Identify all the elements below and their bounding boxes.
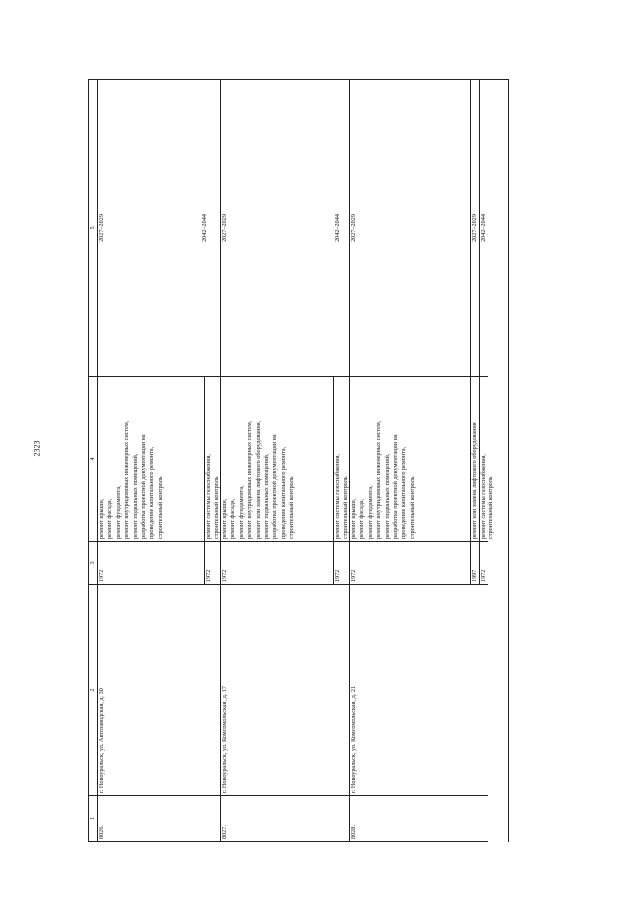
header-col-3: 3 (88, 542, 97, 585)
header-col-1: 1 (88, 796, 97, 842)
entry-period: 2027–2029 (98, 214, 105, 242)
entry-works (333, 377, 349, 542)
header-col-4: 4 (88, 377, 97, 542)
entry-period: 2027–2029 (470, 80, 479, 377)
work-item: ремонт системы газоснабжения, (334, 454, 341, 539)
work-item: ремонт фундамента, (366, 485, 374, 539)
row-number: 8028. (349, 796, 488, 842)
work-item: ремонт фасада, (229, 498, 237, 539)
work-item: ремонт крыши, (98, 498, 105, 539)
work-item: ремонт системы газоснабжения, (205, 454, 212, 539)
entry-year: 1972 (97, 542, 204, 585)
entry-works (349, 377, 470, 542)
entry-year: 1972 (333, 542, 349, 585)
repair-schedule-table (88, 80, 508, 842)
work-item: ремонт подвальных помещений, (263, 453, 271, 539)
work-item: ремонт фасада, (358, 498, 366, 539)
entry-works (204, 377, 220, 542)
row-number: 8027. (220, 796, 349, 842)
work-item: ремонт фундамента, (237, 485, 245, 539)
entry-year: 1972 (204, 542, 220, 585)
entry-works (479, 377, 494, 542)
entry-year: 1972 (479, 542, 488, 585)
work-item: ремонт внутридомовых инженерных систем, (123, 420, 131, 539)
entry-period: 2042–2044 (201, 214, 208, 242)
work-item: разработка проектной документации на (140, 434, 148, 539)
entry-works (220, 377, 333, 542)
entry-period: 2027–2029 (221, 214, 228, 242)
row-address: г. Новоуральск, ул. Комсомольская, д. 21 (349, 585, 488, 796)
work-item: ремонт подвальных помещений, (131, 453, 139, 539)
work-item: строительный контроль (156, 476, 164, 539)
table-grid (88, 79, 509, 842)
work-item: ремонт подвальных помещений, (383, 453, 391, 539)
entry-period-block (97, 80, 220, 377)
work-item: ремонт системы газоснабжения, (480, 454, 487, 539)
entry-year: 1972 (349, 542, 470, 585)
entry-works (97, 377, 200, 542)
work-item: ремонт внутридомовых инженерных систем, (375, 420, 383, 539)
work-item: ремонт или замена лифтового оборудования (471, 422, 478, 539)
header-col-5: 5 (88, 80, 97, 377)
work-item: ремонт фундамента, (114, 485, 122, 539)
work-item: ремонт фасада, (106, 498, 114, 539)
row-address: г. Новоуральск, ул. Автозаводская, д. 30 (97, 585, 220, 796)
work-item: ремонт крыши, (350, 498, 357, 539)
work-item: проведение капитального ремонта, (400, 446, 408, 539)
entry-period: 2042–2044 (479, 80, 488, 377)
row-number: 8026. (97, 796, 220, 842)
work-item: ремонт внутридомовых инженерных систем, (246, 420, 254, 539)
work-item: разработка проектной документации на (271, 434, 279, 539)
work-item: строительный контроль (288, 476, 296, 539)
work-item: строительный контроль (213, 476, 221, 539)
entry-works (470, 377, 479, 542)
row-address: г. Новоуральск, ул. Комсомольская, д. 17 (220, 585, 349, 796)
entry-period: 2027–2029 (349, 80, 470, 377)
entry-period-block (220, 80, 349, 377)
work-item: проведение капитального ремонта, (148, 446, 156, 539)
work-item: строительный контроль (408, 476, 416, 539)
entry-year: 1997 (470, 542, 479, 585)
entry-period: 2042–2044 (334, 214, 342, 242)
work-item: строительный контроль (342, 476, 350, 539)
work-item: ремонт или замена лифтового оборудования, (254, 420, 262, 539)
page-number: 2323 (32, 440, 42, 457)
work-item: строительный контроль (487, 476, 494, 539)
header-col-2: 2 (88, 585, 97, 796)
work-item: ремонт крыши, (221, 498, 228, 539)
work-item: разработка проектной документации на (392, 434, 400, 539)
work-item: проведение капитального ремонта, (279, 446, 287, 539)
entry-year: 1972 (220, 542, 333, 585)
